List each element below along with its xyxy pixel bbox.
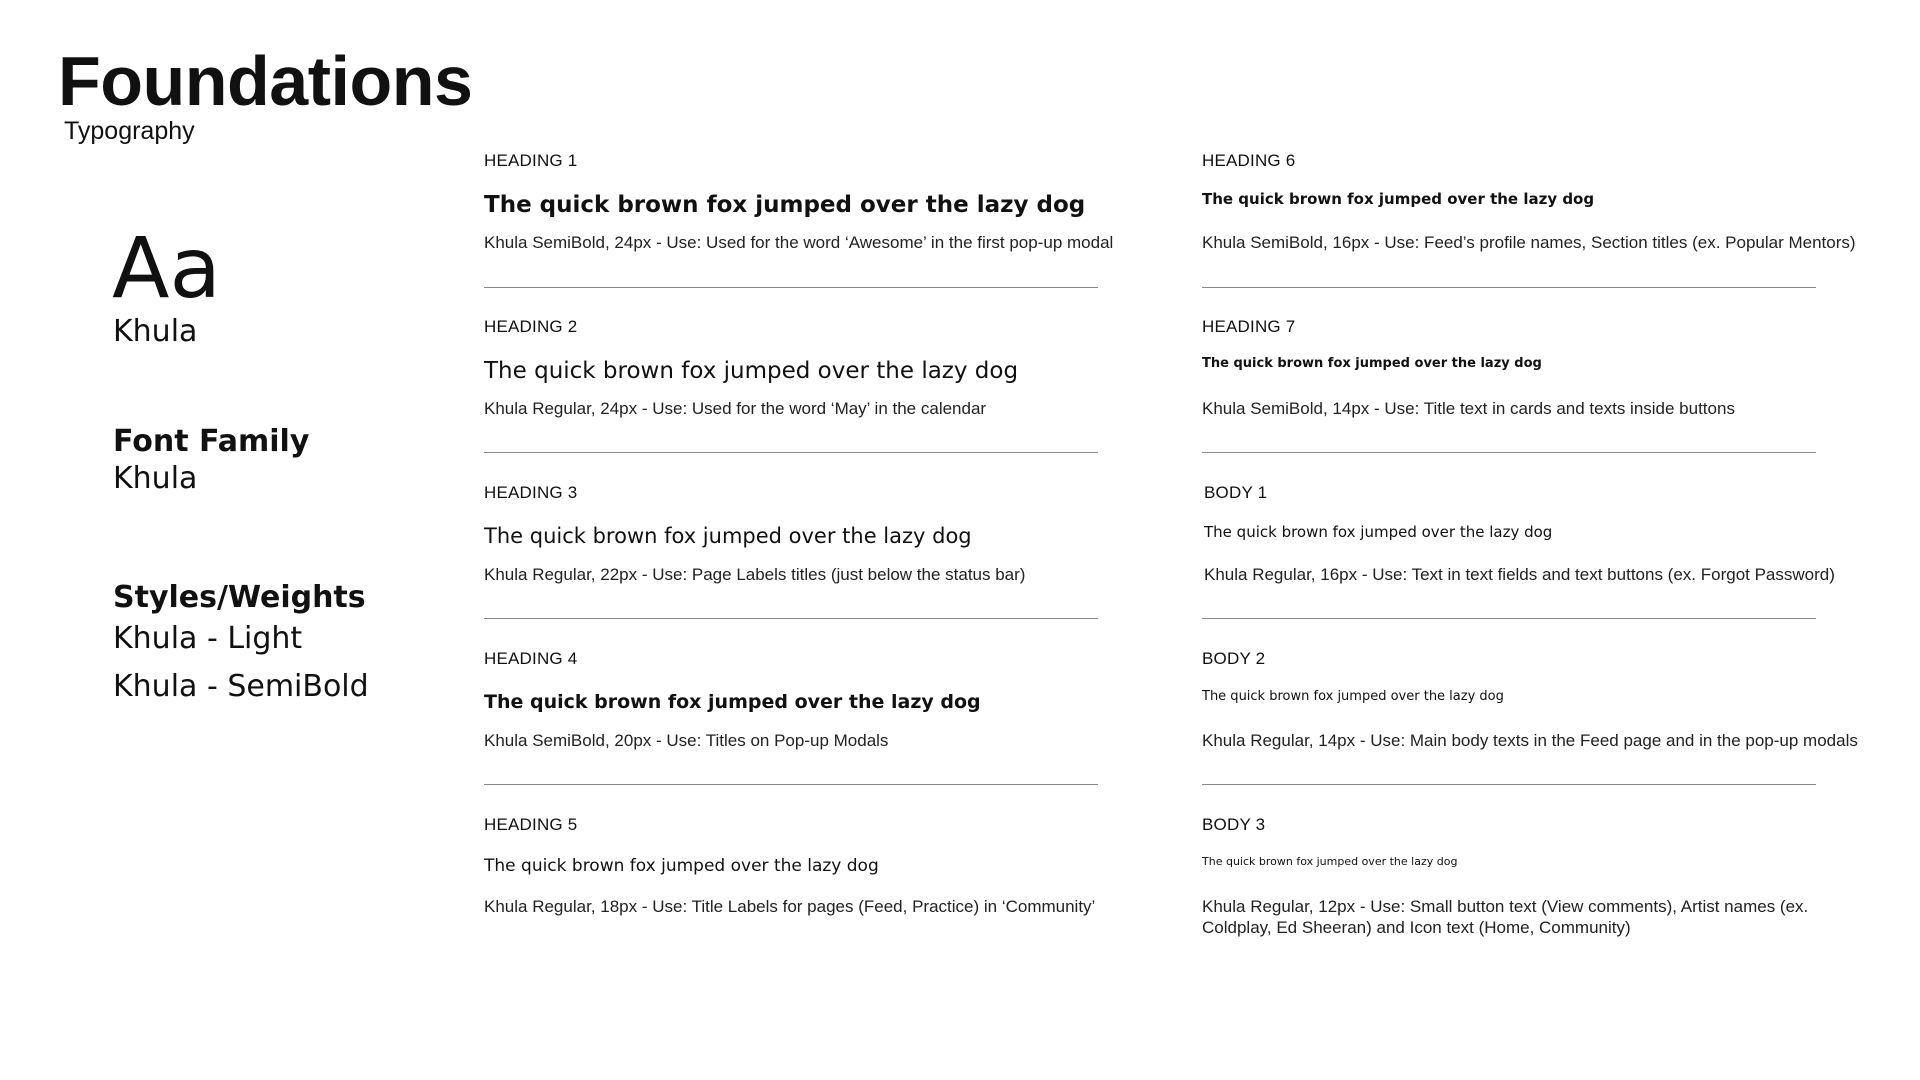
style-description: Khula Regular, 12px - Use: Small button text (View comments), Artist names (ex. Coldplay, Ed Sheeran) and Icon text (Home, Community): [1202, 897, 1809, 937]
font-family-heading: Font Family: [113, 424, 310, 459]
style-sample: The quick brown fox jumped over the lazy dog: [484, 856, 879, 876]
style-description: Khula SemiBold, 14px - Use: Title text in cards and texts inside buttons: [1202, 399, 1735, 418]
divider: [484, 784, 1098, 785]
style-description: Khula SemiBold, 20px - Use: Titles on Pop-up Modals: [484, 731, 889, 750]
style-label: HEADING 2: [484, 317, 578, 336]
style-sample: The quick brown fox jumped over the lazy dog: [484, 192, 1086, 218]
style-light: Khula - Light: [113, 621, 303, 656]
divider: [484, 287, 1098, 288]
style-description: Khula Regular, 24px - Use: Used for the word ‘May’ in the calendar: [484, 399, 987, 418]
style-sample: The quick brown fox jumped over the lazy dog: [484, 691, 981, 713]
style-label: HEADING 3: [484, 483, 578, 502]
style-label: HEADING 6: [1202, 151, 1296, 170]
style-label: HEADING 4: [484, 649, 578, 668]
style-label: HEADING 7: [1202, 317, 1296, 336]
page-subtitle: Typography: [64, 117, 195, 145]
styles-weights-heading: Styles/Weights: [113, 580, 366, 615]
style-sample: The quick brown fox jumped over the lazy dog: [1202, 855, 1458, 868]
style-label: BODY 2: [1202, 649, 1266, 668]
style-description: Khula Regular, 16px - Use: Text in text fields and text buttons (ex. Forgot Password): [1204, 565, 1835, 584]
divider: [1202, 784, 1816, 785]
style-description: Khula SemiBold, 16px - Use: Feed’s profile names, Section titles (ex. Popular Mentors): [1202, 233, 1856, 252]
font-specimen-glyph: Aa: [112, 219, 221, 317]
divider: [1202, 452, 1816, 453]
style-label: BODY 3: [1202, 815, 1266, 834]
style-semibold: Khula - SemiBold: [113, 669, 369, 704]
font-specimen-name: Khula: [113, 314, 198, 349]
style-label: HEADING 1: [484, 151, 578, 170]
style-description: Khula Regular, 18px - Use: Title Labels for pages (Feed, Practice) in ‘Community’: [484, 897, 1096, 916]
style-sample: The quick brown fox jumped over the lazy dog: [1202, 190, 1595, 208]
style-label: HEADING 5: [484, 815, 578, 834]
style-description: Khula SemiBold, 24px - Use: Used for the word ‘Awesome’ in the first pop-up modal: [484, 233, 1114, 252]
divider: [1202, 287, 1816, 288]
style-label: BODY 1: [1204, 483, 1268, 502]
style-description: Khula Regular, 14px - Use: Main body texts in the Feed page and in the pop-up modals: [1202, 731, 1858, 750]
style-sample: The quick brown fox jumped over the lazy dog: [1202, 689, 1504, 704]
divider: [484, 618, 1098, 619]
divider: [1202, 618, 1816, 619]
font-family-value: Khula: [113, 461, 198, 496]
style-sample: The quick brown fox jumped over the lazy dog: [484, 524, 972, 548]
style-sample: The quick brown fox jumped over the lazy dog: [484, 358, 1019, 384]
divider: [484, 452, 1098, 453]
style-sample: The quick brown fox jumped over the lazy dog: [1204, 523, 1553, 541]
style-sample: The quick brown fox jumped over the lazy dog: [1202, 356, 1542, 371]
style-description: Khula Regular, 22px - Use: Page Labels titles (just below the status bar): [484, 565, 1026, 584]
page-title: Foundations: [58, 42, 473, 120]
